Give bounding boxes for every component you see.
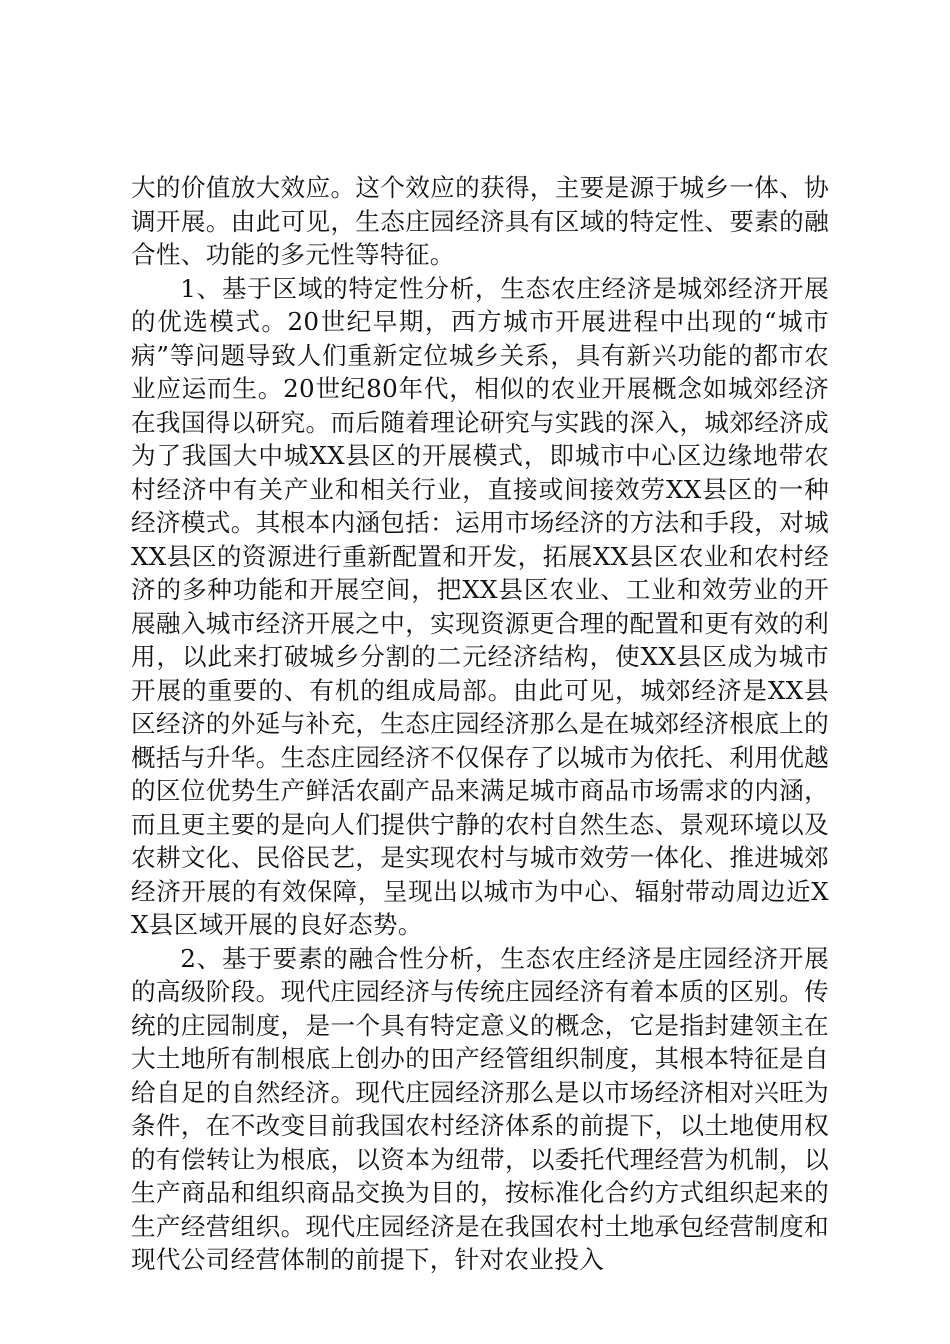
paragraph-continuation: 大的价值放大效应。这个效应的获得，主要是源于城乡一体、协调开展。由此可见，生态庄园经济具有区域的特定性、要素的融合性、功能的多元性等特征。 bbox=[131, 173, 829, 269]
paragraph-element-integration: 2、基于要素的融合性分析，生态农庄经济是庄园经济开展的高级阶段。现代庄园经济与传统庄园经济有着本质的区别。传统的庄园制度，是一个具有特定意义的概念，它是指封建领主在大土地所有制根底上创办的田产经管组织制度，其根本特征是自给自足的自然经济。现代庄园经济那么是以市场经济相对兴旺为条件，在不改变目前我国农村经济体系的前提下，以土地使用权的有偿转让为根底，以资本为纽带，以委托代理经营为机制，以生产商品和组织商品交换为目的，按标准化合约方式组织起来的生产经营组织。现代庄园经济是在我国农村土地承包经营制度和现代公司经营体制的前提下，针对农业投入 bbox=[131, 943, 829, 1274]
document-body bbox=[131, 171, 829, 1277]
paragraph-regional-specificity: 1、基于区域的特定性分析，生态农庄经济是城郊经济开展的优选模式。20世纪早期，西方城市开展进程中出现的“城市病”等问题导致人们重新定位城乡关系，具有新兴功能的都市农业应运而生。20世纪80年代，相似的农业开展概念如城郊经济在我国得以研究。而后随着理论研究与实践的深入，城郊经济成为了我国大中城XX县区的开展模式，即城市中心区边缘地带农村经济中有关产业和相关行业，直接或间接效劳XX县区的一种经济模式。其根本内涵包括：运用市场经济的方法和手段，对城XX县区的资源进行重新配置和开发，拓展XX县区农业和农村经济的多种功能和开展空间，把XX县区农业、工业和效劳业的开展融入城市经济开展之中，实现资源更合理的配置和更有效的利用，以此来打破城乡分割的二元经济结构，使XX县区成为城市开展的重要的、有机的组成局部。由此可见，城郊经济是XX县区经济的外延与补充，生态庄园经济那么是在城郊经济根底上的概括与升华。生态庄园经济不仅保存了以城市为依托、利用优越的区位优势生产鲜活农副产品来满足城市商品市场需求的内涵，而且更主要的是向人们提供宁静的农村自然生态、景观环境以及农耕文化、民俗民艺，是实现农村与城市效劳一体化、推进城郊经济开展的有效保障，呈现出以城市为中心、辐射带动周边近XX县区域开展的良好态势。 bbox=[131, 273, 829, 939]
